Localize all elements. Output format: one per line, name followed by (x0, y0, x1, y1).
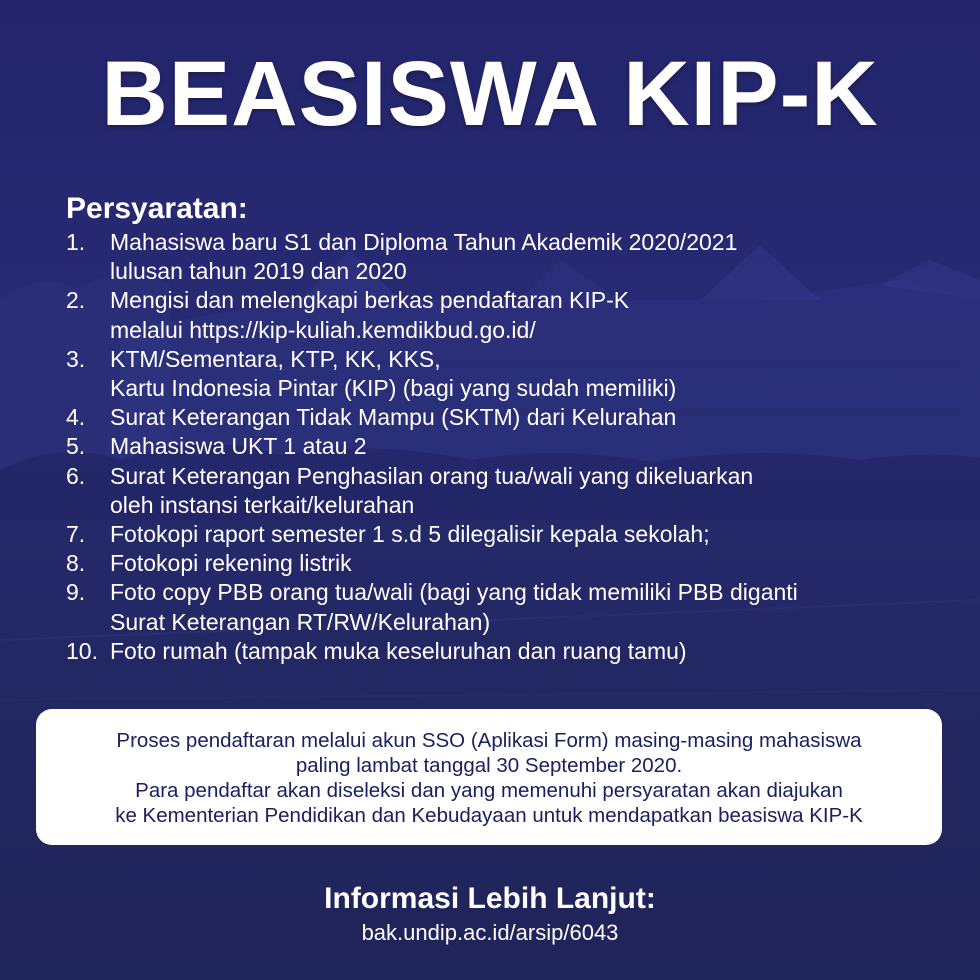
requirement-number: 10. (66, 637, 98, 664)
requirement-text: KTM/Sementara, KTP, KK, KKS, (110, 345, 441, 372)
requirement-item (66, 432, 946, 461)
requirement-text: Mahasiswa baru S1 dan Diploma Tahun Akademik 2020/2021 (110, 229, 738, 255)
requirement-text: Mahasiswa UKT 1 atau 2 (110, 433, 367, 460)
requirement-item (66, 578, 946, 636)
requirement-text: Fotokopi rekening listrik (110, 550, 352, 577)
requirement-number: 8. (66, 550, 86, 577)
requirement-item (66, 520, 946, 549)
requirement-text: Kartu Indonesia Pintar (KIP) (bagi yang sudah memiliki) (110, 375, 677, 402)
requirement-text: Surat Keterangan RT/RW/Kelurahan) (110, 608, 491, 635)
info-heading: Informasi Lebih Lanjut: (324, 882, 656, 915)
notice-line: paling lambat tanggal 30 September 2020. (295, 754, 683, 777)
requirement-number: 9. (66, 579, 86, 606)
requirement-number: 6. (66, 462, 86, 489)
info-url: bak.undip.ac.id/arsip/6043 (361, 920, 619, 945)
requirement-number: 3. (66, 345, 86, 372)
requirement-item (66, 403, 946, 432)
requirement-item (66, 286, 946, 344)
requirements-heading: Persyaratan: (66, 192, 248, 225)
requirements-list (66, 228, 946, 666)
poster-title: BEASISWA KIP-K (101, 43, 879, 145)
requirement-number: 4. (66, 404, 86, 431)
requirement-text: melalui https://kip-kuliah.kemdikbud.go.id/ (110, 316, 536, 343)
requirement-text: Foto rumah (tampak muka keseluruhan dan ruang tamu) (110, 637, 687, 664)
requirement-item (66, 549, 946, 578)
requirement-text: Fotokopi raport semester 1 s.d 5 dilegalisir kepala sekolah; (110, 521, 710, 548)
requirement-item (66, 637, 946, 666)
requirement-text: oleh instansi terkait/kelurahan (110, 491, 415, 518)
notice-box (36, 709, 942, 845)
requirement-number: 2. (66, 287, 86, 314)
requirement-text: Mengisi dan melengkapi berkas pendaftaran KIP-K (110, 287, 630, 314)
requirement-number: 7. (66, 521, 86, 548)
notice-line: Para pendaftar akan diseleksi dan yang memenuhi persyaratan akan diajukan (135, 779, 843, 802)
requirement-item (66, 462, 946, 520)
requirement-item (66, 345, 946, 403)
notice-line: Proses pendaftaran melalui akun SSO (Aplikasi Form) masing-masing mahasiswa (116, 729, 862, 752)
requirement-item (66, 228, 946, 286)
requirement-text: lulusan tahun 2019 dan 2020 (110, 258, 407, 285)
requirement-text: Foto copy PBB orang tua/wali (bagi yang tidak memiliki PBB diganti (110, 579, 798, 606)
requirement-number: 5. (66, 433, 86, 460)
requirement-number: 1. (66, 229, 86, 255)
requirement-text: Surat Keterangan Tidak Mampu (SKTM) dari Kelurahan (110, 404, 677, 431)
notice-line: ke Kementerian Pendidikan dan Kebudayaan untuk mendapatkan beasiswa KIP-K (115, 804, 863, 827)
requirement-text: Surat Keterangan Penghasilan orang tua/wali yang dikeluarkan (110, 462, 754, 489)
